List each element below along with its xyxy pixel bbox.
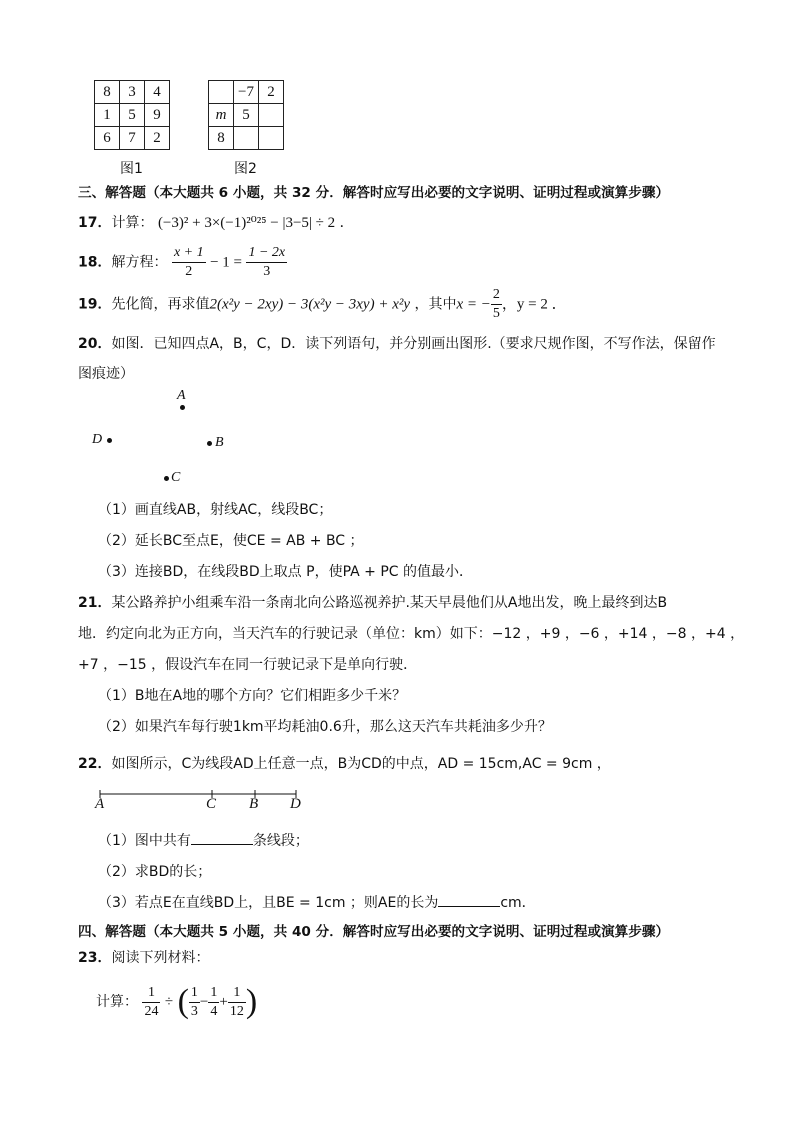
fraction-denominator: 24: [144, 1003, 159, 1019]
point-c: [164, 476, 169, 481]
part-text: 条线段；: [252, 833, 309, 849]
grid-cell: 2: [259, 81, 284, 104]
fraction: [208, 984, 219, 1021]
fraction-denominator: 3: [263, 264, 271, 279]
question-21-line-1: [78, 592, 667, 612]
question-22-part-1: [98, 830, 309, 850]
segment-figure: [90, 784, 310, 814]
question-label: 解方程：: [111, 254, 168, 271]
magic-square-figure-2: [208, 80, 284, 150]
grid-cell: [209, 81, 234, 104]
figure-2-caption: 图2: [234, 161, 257, 177]
question-number: 21．: [78, 595, 112, 611]
fraction-denominator: 5: [492, 306, 500, 321]
operator: −: [199, 994, 209, 1010]
question-text: 阅读下列材料：: [111, 950, 210, 966]
point-d: [107, 438, 112, 443]
fraction-denominator: 4: [210, 1003, 218, 1019]
punctuation: ．: [339, 215, 354, 231]
operator: ÷: [164, 994, 174, 1010]
question-text: 如图．已知四点A，B，C，D．读下列语句，并分别画出图形.（要求尺规作图，不写作法，保留作: [111, 336, 716, 352]
section-3-heading: 三、解答题（本大题共 6 小题，共 32 分．解答时应写出必要的文字说明、证明过程或演算步骤）: [78, 185, 670, 201]
calc-label: 计算：: [96, 994, 138, 1010]
left-paren: (: [177, 983, 189, 1020]
grid-cell: 4: [145, 81, 170, 104]
question-21-part-2: （2）如果汽车每行驶1km平均耗油0.6升，那么这天汽车共耗油多少升？: [98, 719, 552, 735]
question-21-line-3: +7 ，−15 ，假设汽车在同一行驶记录下是单向行驶．: [78, 657, 418, 673]
point-a-label: A: [177, 388, 186, 403]
answer-blank[interactable]: [191, 830, 253, 845]
fraction: [491, 286, 502, 323]
fraction-denominator: 3: [190, 1003, 198, 1019]
grid-cell: 3: [120, 81, 145, 104]
label-c: C: [206, 796, 217, 812]
question-20-line-2: 图痕迹）: [78, 366, 134, 382]
y-value: ，y = 2 ．: [501, 296, 567, 313]
question-text: 如图所示，C为线段AD上任意一点，B为CD的中点，AD = 15cm,AC = 9cm ，: [111, 756, 611, 772]
grid-cell: m: [209, 104, 234, 127]
question-23: [78, 947, 209, 967]
x-value-prefix: x = −: [456, 296, 491, 313]
question-20-line-1: [78, 333, 716, 353]
question-18: [78, 244, 287, 281]
grid-cell: [259, 127, 284, 150]
fraction-numerator: 2: [491, 286, 502, 305]
question-number: 20．: [78, 336, 112, 352]
answer-blank[interactable]: [438, 892, 500, 907]
point-b-label: B: [215, 435, 224, 450]
question-17: [78, 212, 354, 232]
magic-square-figure-1: [94, 80, 170, 150]
math-expression: 2(x²y − 2xy) − 3(x²y − 3xy) + x²y: [209, 296, 411, 313]
question-21-part-1: （1）B地在A地的哪个方向？它们相距多少千米？: [98, 688, 407, 704]
right-paren: ): [245, 983, 258, 1020]
grid-cell: 5: [234, 104, 259, 127]
fraction-denominator: 2: [185, 264, 193, 279]
figure-1-caption: 图1: [120, 161, 143, 177]
point-c-label: C: [171, 470, 181, 485]
grid-cell: 8: [209, 127, 234, 150]
grid-cell: 5: [120, 104, 145, 127]
question-number: 18．: [78, 254, 112, 271]
grid-cell: 6: [95, 127, 120, 150]
question-number: 17．: [78, 215, 112, 231]
fraction: [228, 984, 246, 1021]
fraction-numerator: 1 − 2x: [246, 244, 287, 263]
label-d: D: [290, 796, 301, 812]
question-20-part-2: （2）延长BC至点E，使CE = AB + BC ；: [98, 533, 364, 549]
grid-cell: 9: [145, 104, 170, 127]
question-21-line-2: 地．约定向北为正方向，当天汽车的行驶记录（单位：km）如下：−12 ，+9 ，−6 ，+14 ，−8 ，+4 ，: [78, 626, 745, 642]
question-label: 计算：: [111, 215, 154, 231]
section-4-heading: 四、解答题（本大题共 5 小题，共 40 分．解答时应写出必要的文字说明、证明过程或演算步骤）: [78, 924, 670, 940]
fraction-numerator: x + 1: [172, 244, 206, 263]
fraction-numerator: 1: [208, 984, 219, 1003]
operator: +: [219, 994, 228, 1010]
question-number: 22．: [78, 756, 112, 772]
point-b: [207, 441, 212, 446]
question-20-part-1: （1）画直线AB，射线AC，线段BC；: [98, 502, 333, 518]
part-text: （1）图中共有: [98, 833, 191, 849]
math-expression: (−3)² + 3×(−1)²⁰²⁵ − |3−5| ÷ 2: [157, 215, 336, 231]
question-number: 19．: [78, 296, 112, 313]
fraction: [142, 984, 160, 1021]
grid-cell: −7: [234, 81, 259, 104]
label-b: B: [249, 796, 259, 812]
point-d-label: D: [92, 432, 103, 447]
fraction: [189, 984, 200, 1021]
fraction: [246, 244, 287, 281]
question-22: [78, 753, 611, 773]
fraction-numerator: 1: [142, 984, 160, 1003]
fraction-numerator: 1: [189, 984, 200, 1003]
grid-cell: [259, 104, 284, 127]
grid-cell: 8: [95, 81, 120, 104]
question-number: 23．: [78, 950, 112, 966]
grid-cell: 2: [145, 127, 170, 150]
condition-label: ，其中: [414, 296, 457, 313]
question-text: 某公路养护小组乘车沿一条南北向公路巡视养护.某天早晨他们从A地出发，晚上最终到达B: [111, 595, 668, 611]
question-22-part-3: [98, 892, 536, 912]
fraction-denominator: 12: [229, 1003, 244, 1019]
part-text: cm．: [500, 895, 536, 911]
question-20-part-3: （3）连接BD，在线段BD上取点 P，使PA + PC 的值最小．: [98, 564, 473, 580]
question-23-calculation: [96, 983, 257, 1021]
label-a: A: [95, 796, 105, 812]
fraction: [172, 244, 206, 281]
question-label: 先化简，再求值: [111, 296, 210, 313]
grid-cell: [234, 127, 259, 150]
math-expression: − 1 =: [210, 254, 242, 271]
grid-cell: 1: [95, 104, 120, 127]
question-19: [78, 286, 567, 323]
question-22-part-2: （2）求BD的长；: [98, 864, 212, 880]
fraction-numerator: 1: [228, 984, 246, 1003]
point-a: [180, 405, 185, 410]
grid-cell: 7: [120, 127, 145, 150]
part-text: （3）若点E在直线BD上，且BE = 1cm ；则AE的长为: [98, 895, 439, 911]
